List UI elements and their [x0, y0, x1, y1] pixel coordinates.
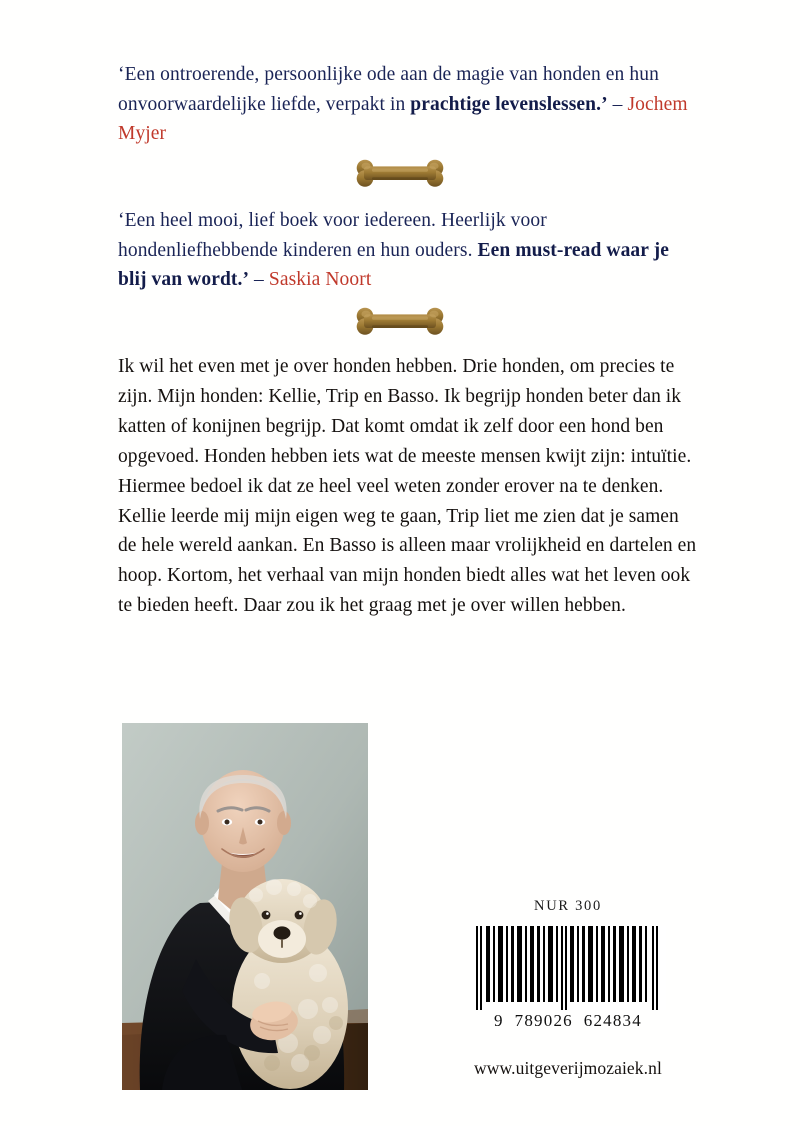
author-photo	[122, 723, 368, 1090]
ean13-barcode	[470, 926, 666, 1010]
bone-divider-1	[0, 158, 800, 188]
back-cover-description: Ik wil het even met je over honden hebben. Drie honden, om precies te zijn. Mijn honden: Kellie, Trip en Basso. Ik begrijp honden beter dan ik katten of konijnen begrijp. Dat komt omdat ik zelf door een hond ben opgevoed. Honden hebben iets wat de meeste mensen kwijt zijn: intuïtie. Hiermee bedoel ik dat ze heel veel weten zonder erover na te denken. Kellie leerde mij mijn eigen weg te gaan, Trip liet me zien dat je samen de hele wereld aankan. En Basso is alleen maar vrolijkheid en dartelen en hoop. Kortom, het verhaal van mijn honden biedt alles wat het leven ook te bieden heeft. Daar zou ik het graag met je over willen hebben.	[118, 356, 697, 617]
dog-bone-icon	[354, 158, 446, 188]
blurb-1-dash: –	[607, 93, 628, 115]
blurb-quote-1	[118, 60, 696, 149]
dog-bone-icon	[354, 306, 446, 336]
blurb-2-attribution: Saskia Noort	[268, 269, 372, 290]
blurb-1-text: ‘Een ontroerende, persoonlijke ode aan de magie van honden en hun onvoorwaardelijke liefde, verpakt in	[118, 64, 659, 115]
bone-divider-2	[0, 306, 800, 336]
blurb-2-dash: –	[249, 269, 269, 290]
blurb-2-text: ‘Een heel mooi, lief boek voor iedereen. Heerlijk voor hondenliefhebbende kinderen en hun ouders.	[118, 210, 547, 261]
barcode-block	[452, 898, 684, 1031]
author-portrait-illustration	[122, 723, 368, 1090]
publisher-website: www.uitgeverijmozaiek.nl	[474, 1058, 662, 1078]
nur-label: NUR 300	[534, 898, 602, 914]
blurb-quote-2	[118, 206, 696, 295]
isbn-digits: 9 789026 624834	[494, 1011, 642, 1030]
blurb-1-emphasis: prachtige levenslessen.’	[410, 93, 608, 115]
blurb-1-attribution: Jochem Myjer	[118, 93, 688, 144]
blurb-2-emphasis: Een must-read waar je blij van wordt.’	[118, 239, 670, 290]
